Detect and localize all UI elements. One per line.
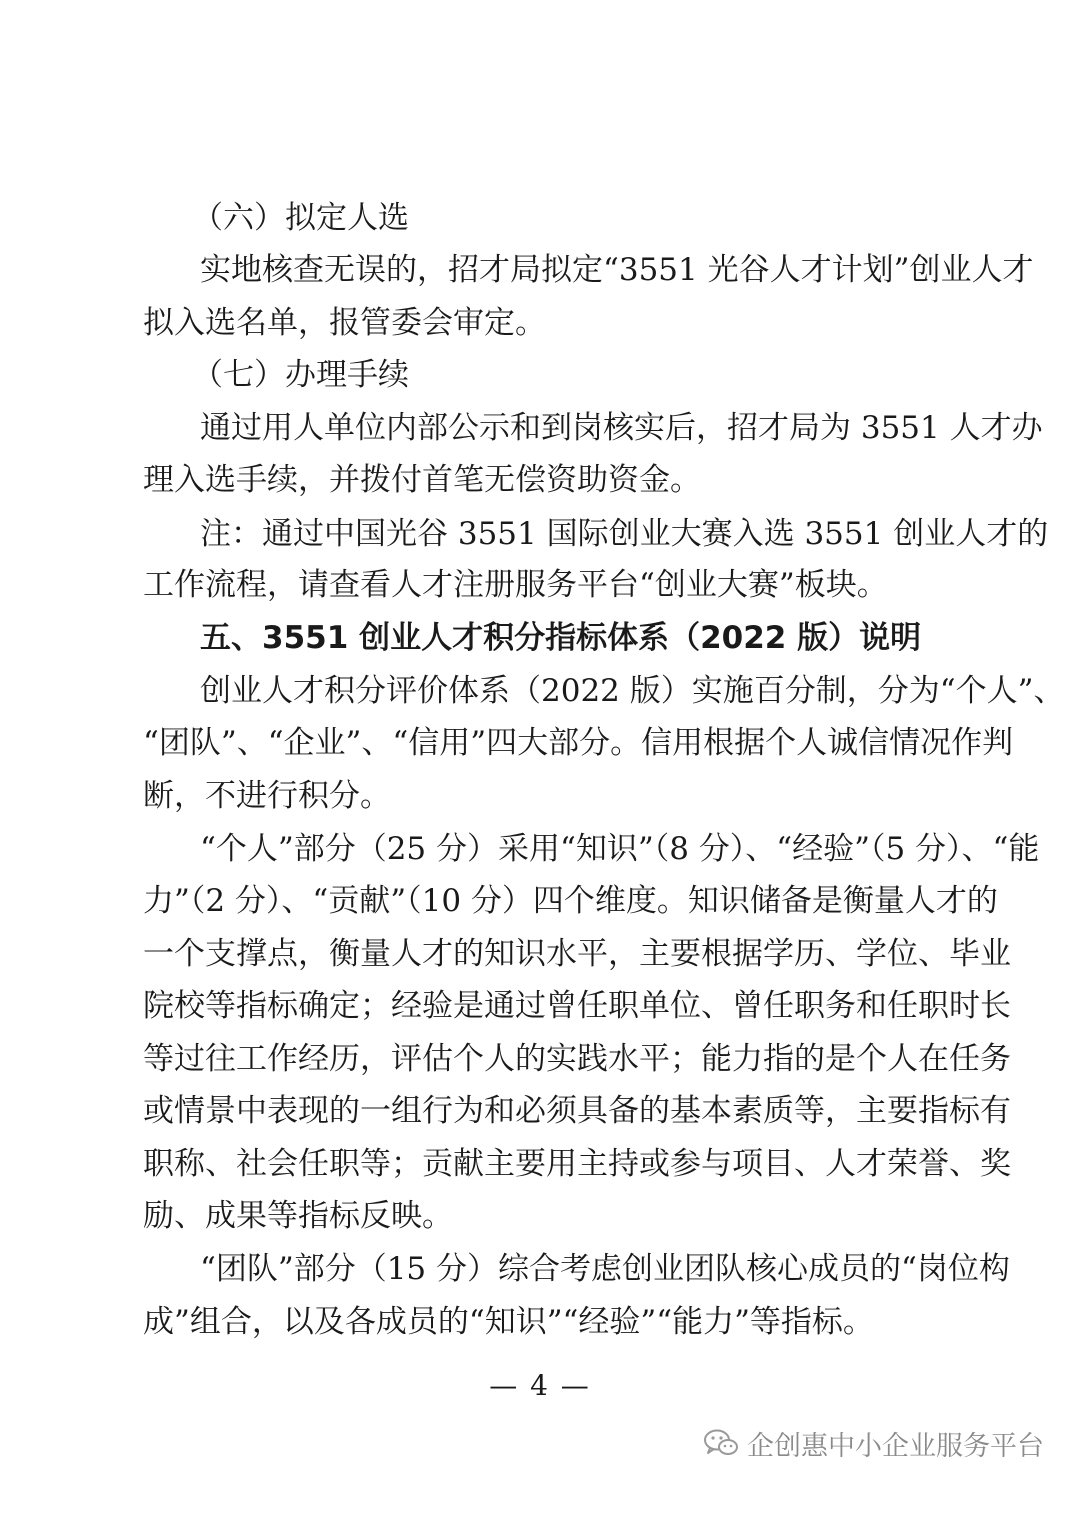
paragraph-line: 一个支撑点，衡量人才的知识水平，主要根据学历、学位、毕业 [143, 936, 1011, 972]
paragraph-line: 院校等指标确定；经验是通过曾任职单位、曾任职务和任职时长 [143, 988, 1011, 1024]
paragraph-line: 实地核查无误的，招才局拟定“3551 光谷人才计划”创业人才 [200, 252, 1034, 288]
paragraph-line: 励、成果等指标反映。 [143, 1198, 453, 1234]
paragraph-line: 力”（2 分）、“贡献”（10 分）四个维度。知识储备是衡量人才的 [143, 883, 998, 919]
watermark [703, 1423, 1044, 1463]
paragraph-line: 创业人才积分评价体系（2022 版）实施百分制，分为“个人”、 [200, 673, 1065, 709]
paragraph-line: “个人”部分（25 分）采用“知识”（8 分）、“经验”（5 分）、“能 [200, 831, 1040, 867]
wechat-icon [703, 1428, 739, 1458]
note-line: 工作流程，请查看人才注册服务平台“创业大赛”板块。 [143, 567, 888, 603]
paragraph-line: “团队”、“企业”、“信用”四大部分。信用根据个人诚信情况作判 [143, 725, 1014, 761]
section-heading-5: 五、3551 创业人才积分指标体系（2022 版）说明 [200, 620, 922, 656]
paragraph-line: 拟入选名单，报管委会审定。 [143, 305, 546, 341]
paragraph-line: 职称、社会任职等；贡献主要用主持或参与项目、人才荣誉、奖 [143, 1146, 1011, 1182]
section-heading-6: （六）拟定人选 [192, 200, 409, 236]
paragraph-line: 断，不进行积分。 [143, 778, 391, 814]
paragraph-line: 理入选手续，并拨付首笔无偿资助资金。 [143, 462, 701, 498]
paragraph-line: 成”组合，以及各成员的“知识”“经验”“能力”等指标。 [143, 1304, 874, 1340]
paragraph-line: 或情景中表现的一组行为和必须具备的基本素质等，主要指标有 [143, 1093, 1011, 1129]
watermark-text: 企创惠中小企业服务平台 [747, 1430, 1044, 1462]
paragraph-line: 等过往工作经历，评估个人的实践水平；能力指的是个人在任务 [143, 1041, 1011, 1077]
page-number: — 4 — [489, 1369, 591, 1402]
section-heading-7: （七）办理手续 [192, 357, 409, 393]
paragraph-line: 通过用人单位内部公示和到岗核实后，招才局为 3551 人才办 [200, 410, 1043, 446]
note-line: 注：通过中国光谷 3551 国际创业大赛入选 3551 创业人才的 [200, 516, 1049, 552]
paragraph-line: “团队”部分（15 分）综合考虑创业团队核心成员的“岗位构 [200, 1251, 1010, 1287]
